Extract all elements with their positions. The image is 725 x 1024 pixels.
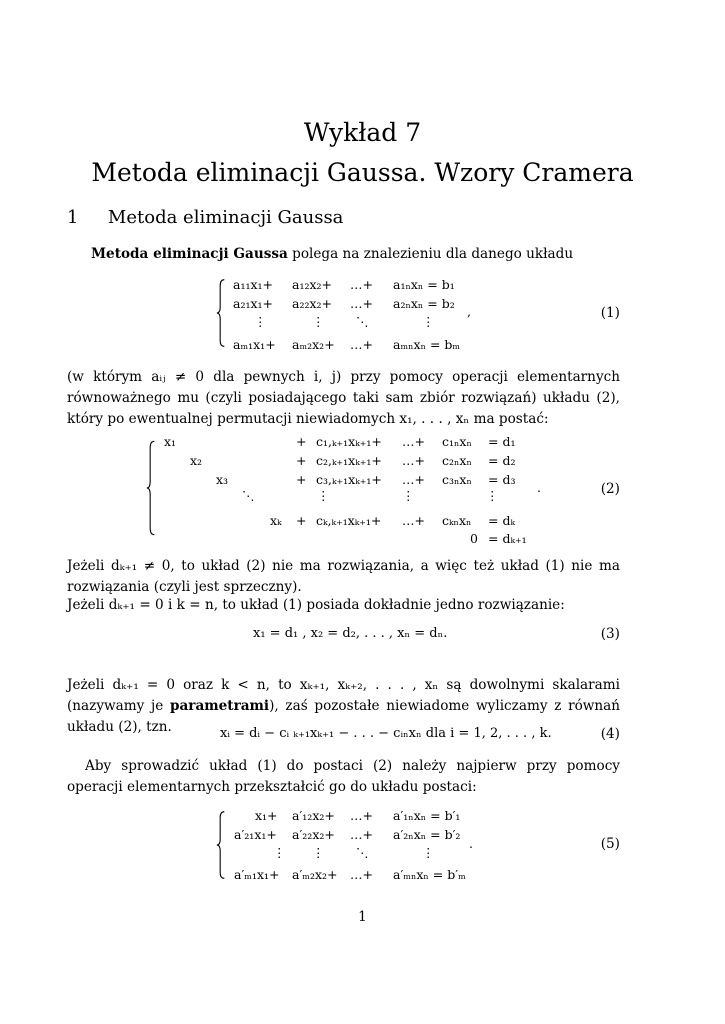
s2-r6-zero: 0 [470,531,478,546]
s1-r2-c2: a₂₂x₂+ [292,296,333,311]
s1-r3-c4: ⋮ [422,314,435,329]
section-title: Metoda eliminacji Gaussa [107,207,344,228]
s5-punct: . [469,836,473,851]
s1-r1-c4: a₁ₙxₙ = b₁ [393,277,455,292]
s5-r2-c2: a′₂₂x₂+ [292,827,335,842]
s2-r1-d: = d₁ [488,434,516,449]
s1-r2-c3: …+ [350,296,373,311]
s1-r3-c2: ⋮ [312,314,325,329]
s5-r3-c2: ⋮ [312,845,325,860]
s2-r4-vdots2: ⋮ [402,488,415,503]
s1-r4-c2: aₘ₂x₂+ [292,337,335,352]
s5-r1-c4: a′₁ₙxₙ = b′₁ [393,808,461,823]
s1-r1-c1: a₁₁x₁+ [233,277,274,292]
s2-r5-dots: …+ [402,513,425,528]
s2-r4-ddots: ⋱ [242,488,255,503]
eq-number-1: (1) [600,305,620,321]
s2-r5-d: = dₖ [488,513,516,528]
s2-r2-dots: …+ [402,453,425,468]
eq-number-3: (3) [600,626,620,642]
page-number: 1 [358,909,367,925]
eq-number-5: (5) [600,836,620,852]
s2-r1-dots: …+ [402,434,425,449]
s5-r4-c3: …+ [350,867,373,882]
s5-r4-c4: a′ₘₙxₙ = b′ₘ [393,867,466,882]
s5-r2-c1: a′₂₁x₁+ [234,827,277,842]
s2-r6-d: = dₖ₊₁ [488,531,527,546]
s5-r3-c3: ⋱ [356,845,369,860]
s2-r5-x: xₖ [270,513,282,528]
s1-r4-c1: aₘ₁x₁+ [233,337,276,352]
section-heading [67,207,343,228]
s5-r1-c3: …+ [350,808,373,823]
s2-r2-x: x₂ [190,453,203,468]
s2-punct: . [537,480,541,495]
s2-r5-plus: + [296,513,307,528]
lecture-title: Wykład 7 [303,118,422,147]
s1-r1-c2: a₁₂x₂+ [292,277,333,292]
s2-r4-vdots1: ⋮ [317,488,330,503]
para4-bold: parametrami [169,698,270,714]
s2-r3-x: x₃ [216,472,229,487]
s5-r1-c1: x₁+ [255,808,278,823]
paragraph-1: (w którym aᵢⱼ ≠ 0 dla pewnych i, j) przy pomocy operacji elementarnych równoważnego mu (czyli posiadającego taki sam zbiór rozwiązań) układu (2), który po ewentualnej permutacji niewiadomych x₁, . . . , xₙ ma postać: [67,369,620,427]
lecture-subtitle: Metoda eliminacji Gaussa. Wzory Cramera [91,158,634,187]
s5-r4-c1: a′ₘ₁x₁+ [234,867,280,882]
s2-r3-plus: + [296,472,307,487]
equation-4: xᵢ = dᵢ − cᵢ ₖ₊₁xₖ₊₁ − . . . − cᵢₙxₙ dla i = 1, 2, . . . , k. [220,726,552,741]
left-brace-icon [216,272,226,354]
intro-bold: Metoda eliminacji Gaussa [91,246,288,262]
s2-r2-d: = d₂ [488,453,516,468]
s2-r1-x: x₁ [164,434,177,449]
s1-r4-c3: …+ [350,337,373,352]
s1-r2-c1: a₂₁x₁+ [233,296,274,311]
s1-punct: , [467,304,471,319]
para4-after: ), zaś pozostałe niewiadome wyliczamy z równań układu (2), tzn. [67,698,621,735]
left-brace-icon [216,804,226,886]
para4-before: Jeżeli dₖ₊₁ = 0 oraz k < n, to xₖ₊₁, xₖ₊₂, . . . , xₙ są dowolnymi skalarami (nazywamy je [67,677,620,714]
s2-r3-d: = d₃ [488,472,516,487]
section-number: 1 [67,207,79,228]
s5-r2-c4: a′₂ₙxₙ = b′₂ [393,827,461,842]
equation-3: x₁ = d₁ , x₂ = d₂, . . . , xₙ = dₙ. [253,626,448,641]
s5-r2-c3: …+ [350,827,373,842]
left-brace-icon [146,431,156,545]
eq-number-4: (4) [600,726,620,742]
s2-r1-plus: + [296,434,307,449]
s5-r3-c4: ⋮ [422,845,435,860]
s2-r3-dots: …+ [402,472,425,487]
s2-r1-cn: c₁ₙxₙ [442,434,472,449]
paragraph-5: Aby sprowadzić układ (1) do postaci (2) należy najpierw przy pomocy operacji elementarnych przekształcić go do układu postaci: [67,758,620,795]
s2-r1-c: c₁,ₖ₊₁xₖ₊₁+ [316,434,382,449]
paragraph-3: Jeżeli dₖ₊₁ = 0 i k = n, to układ (1) posiada dokładnie jedno rozwiązanie: [67,597,565,613]
s2-r3-cn: c₃ₙxₙ [442,472,472,487]
s1-r3-c3: ⋱ [356,314,369,329]
s2-r2-cn: c₂ₙxₙ [442,453,472,468]
intro-paragraph [67,244,620,265]
s1-r4-c4: aₘₙxₙ = bₘ [393,337,461,352]
s1-r1-c3: …+ [350,277,373,292]
s5-r3-c1: ⋮ [273,845,286,860]
s2-r3-c: c₃,ₖ₊₁xₖ₊₁+ [316,472,382,487]
s2-r4-vdots3: ⋮ [486,488,499,503]
s2-r2-c: c₂,ₖ₊₁xₖ₊₁+ [316,453,382,468]
s2-r5-c: cₖ,ₖ₊₁xₖ₊₁+ [316,513,382,528]
s2-r5-cn: cₖₙxₙ [442,513,472,528]
s1-r2-c4: a₂ₙxₙ = b₂ [393,296,455,311]
s5-r1-c2: a′₁₂x₂+ [292,808,335,823]
s5-r4-c2: a′ₘ₂x₂+ [292,867,338,882]
s1-r3-c1: ⋮ [254,314,267,329]
intro-rest: polega na znalezieniu dla danego układu [287,246,574,262]
s2-r2-plus: + [296,453,307,468]
paragraph-2: Jeżeli dₖ₊₁ ≠ 0, to układ (2) nie ma rozwiązania, a więc też układ (1) nie ma rozwiązania (czyli jest sprzeczny). [67,558,620,595]
eq-number-2: (2) [600,481,620,497]
